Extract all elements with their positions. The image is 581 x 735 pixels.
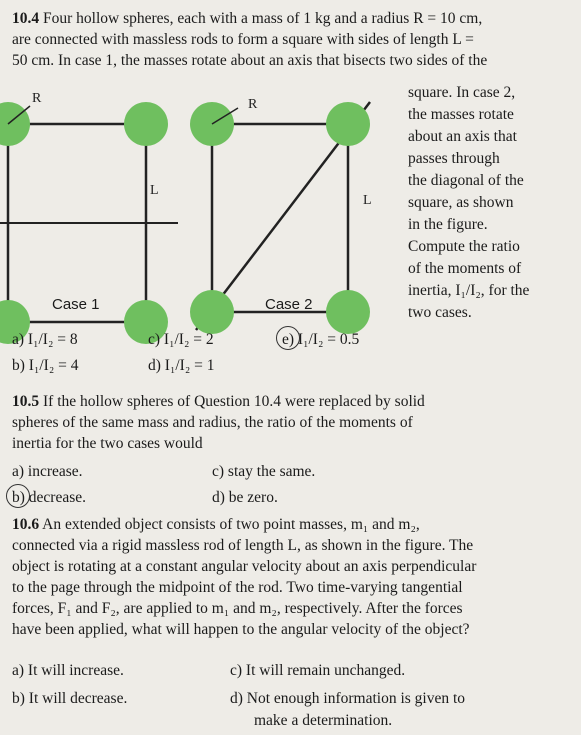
q105-option-c[interactable]: c) stay the same.	[212, 463, 316, 480]
case2-l-label: L	[363, 193, 372, 208]
q106-line6: have been applied, what will happen to the angular velocity of the object?	[12, 621, 470, 638]
q106-line5: forces, F₁ and F₂, are applied to m₁ and m₂, respectively. After the forces	[12, 600, 463, 617]
q106-option-d[interactable]: d) Not enough information is given to	[230, 690, 466, 707]
q106-line1: An extended object consists of two point masses, m₁ and m₂,	[42, 516, 420, 533]
q106-option-d-cont: make a determination.	[254, 712, 393, 729]
answer-circle-mark	[276, 326, 300, 350]
case1-r-label: R	[32, 91, 42, 106]
q104-option-e[interactable]: e) I₁/I₂ = 0.5	[282, 331, 360, 348]
case1-caption: Case 1	[52, 296, 100, 313]
q106-line3: object is rotating at a constant angular velocity about an axis perpendicular	[12, 558, 477, 575]
case2-sphere-tr	[326, 102, 370, 146]
q104-line3: 50 cm. In case 1, the masses rotate about an axis that bisects two sides of the	[12, 52, 488, 69]
q104-side-text	[408, 82, 576, 324]
case1-sphere-tl	[0, 102, 30, 146]
q105-line1: If the hollow spheres of Question 10.4 were replaced by solid	[43, 393, 425, 410]
side-line: the diagonal of the	[408, 172, 524, 189]
side-line: square. In case 2,	[408, 84, 516, 101]
q106-option-c[interactable]: c) It will remain unchanged.	[230, 662, 406, 679]
case2-sphere-bl	[190, 290, 234, 334]
q105-option-b[interactable]: b) decrease.	[12, 489, 87, 506]
case2-r-label: R	[248, 97, 258, 112]
q104-text	[12, 8, 572, 71]
case1-l-label: L	[150, 183, 159, 198]
side-line: the masses rotate	[408, 106, 514, 123]
q106-line4: to the page through the midpoint of the rod. Two time-varying tangential	[12, 579, 463, 596]
q104-option-b[interactable]: b) I₁/I₂ = 4	[12, 357, 79, 374]
q104-option-a[interactable]: a) I₁/I₂ = 8	[12, 331, 78, 348]
q106-text	[12, 514, 572, 640]
q105-option-a[interactable]: a) increase.	[12, 463, 83, 480]
side-line: inertia, I₁/I₂, for the	[408, 282, 530, 299]
q105-text	[12, 391, 572, 454]
side-line: square, as shown	[408, 194, 514, 211]
case2-caption: Case 2	[265, 296, 313, 313]
side-line: passes through	[408, 150, 500, 167]
q105-line2: spheres of the same mass and radius, the ratio of the moments of	[12, 414, 413, 431]
q106-number: 10.6	[12, 516, 40, 533]
side-line: two cases.	[408, 304, 472, 321]
case1-sphere-tr	[124, 102, 168, 146]
q104-line1: Four hollow spheres, each with a mass of 1 kg and a radius R = 10 cm,	[43, 10, 483, 27]
side-line: Compute the ratio	[408, 238, 520, 255]
side-line: in the figure.	[408, 216, 488, 233]
q105-option-d[interactable]: d) be zero.	[212, 489, 278, 506]
q105-line3: inertia for the two cases would	[12, 435, 203, 452]
q106-option-a[interactable]: a) It will increase.	[12, 662, 124, 679]
q106-line2: connected via a rigid massless rod of length L, as shown in the figure. The	[12, 537, 474, 554]
case2-sphere-br	[326, 290, 370, 334]
q105-number: 10.5	[12, 393, 40, 410]
answer-circle-mark	[6, 484, 30, 508]
q104-option-d[interactable]: d) I₁/I₂ = 1	[148, 357, 215, 374]
q104-number: 10.4	[12, 10, 40, 27]
q106-option-b[interactable]: b) It will decrease.	[12, 690, 128, 707]
q104-option-c[interactable]: c) I₁/I₂ = 2	[148, 331, 214, 348]
side-line: of the moments of	[408, 260, 522, 277]
side-line: about an axis that	[408, 128, 517, 145]
q104-line2: are connected with massless rods to form a square with sides of length L =	[12, 31, 474, 48]
